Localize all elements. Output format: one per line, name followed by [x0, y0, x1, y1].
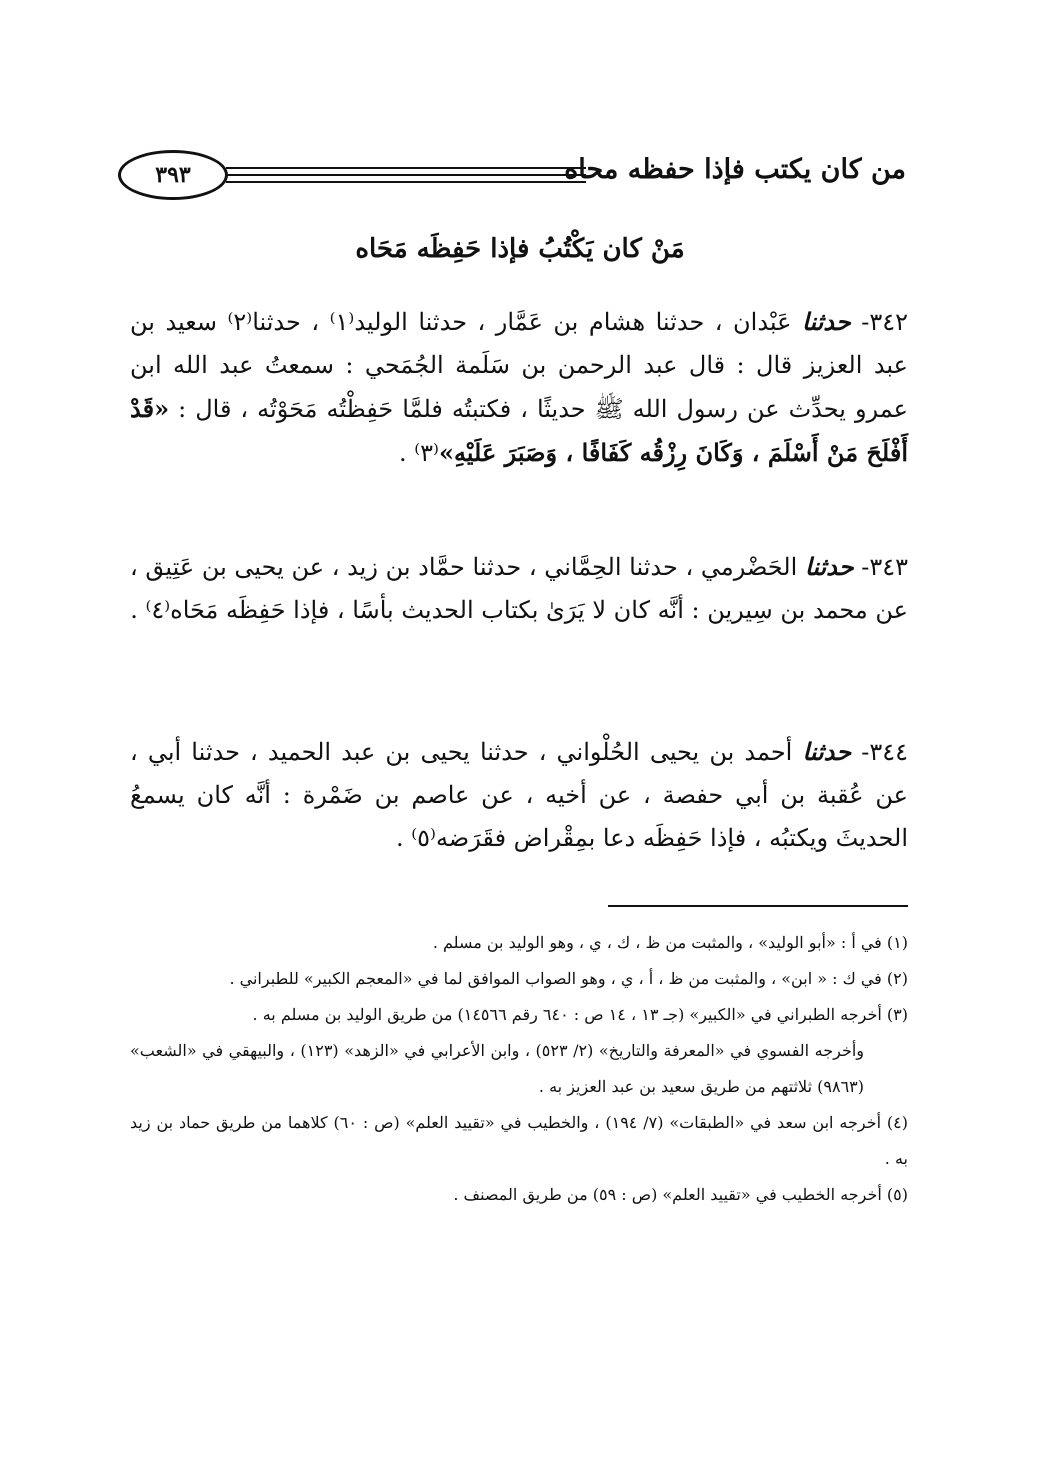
page-number-badge — [118, 150, 228, 200]
hadith-text: عَبْدان ، حدثنا هشام بن عَمَّار ، حدثنا الوليد⁽١⁾ ، حدثنا⁽٢⁾ سعيد بن عبد العزيز قال : قال عبد الرحمن بن سَلَمة الجُمَحي : سمعتُ عبد الله ابن عمرو يحدِّث عن رسول الله ﷺ حديثًا ، فكتبتُه فلمَّا حَفِظْتُه مَحَوْتُه ، قال : — [130, 308, 908, 423]
hadith-tail: ⁽٣⁾ . — [398, 439, 439, 467]
header-rule — [226, 181, 586, 183]
header-rule — [226, 167, 586, 169]
hadith-343 — [130, 545, 908, 632]
hadith-opener: حدثنا — [804, 552, 854, 581]
running-title: من كان يكتب فإذا حفظه محاه — [564, 154, 906, 185]
footnote: (٤) أخرجه ابن سعد في «الطبقات» (٧/ ١٩٤) ، والخطيب في «تقييد العلم» (ص : ٦٠) كلاهما من طريق حماد بن زيد به . — [130, 1113, 908, 1168]
footnotes — [130, 925, 908, 1213]
footnote: (٣) أخرجه الطبراني في «الكبير» (جـ ١٣ ، ١٤ ص : ٦٤٠ رقم ١٤٥٦٦) من طريق الوليد بن مسلم به . — [252, 1005, 908, 1024]
footnote: (١) في أ : «أبو الوليد» ، والمثبت من ظ ، ك ، ي ، وهو الوليد بن مسلم . — [432, 933, 908, 952]
hadith-paragraph — [130, 730, 908, 860]
hadith-number: ٣٤٣- — [861, 553, 908, 581]
header-rule — [226, 174, 586, 176]
hadith-opener: حدثنا — [802, 307, 851, 336]
hadith-number: ٣٤٤- — [861, 738, 908, 766]
chapter-title: مَنْ كان يَكْتُبُ فإذا حَفِظَه مَحَاه — [355, 234, 685, 264]
footnote-separator — [608, 905, 908, 907]
hadith-text: أحمد بن يحيى الحُلْواني ، حدثنا يحيى بن عبد الحميد ، حدثنا أبي ، عن عُقبة بن أبي حفصة ، عن أخيه ، عن عاصم بن ضَمْرة : أنَّه كان يسمعُ الحديثَ ويكتبُه ، فإذا حَفِظَه دعا بمِقْراض فقَرَضه⁽٥⁾ . — [130, 738, 908, 852]
running-header — [118, 150, 906, 208]
footnote-continuation: وأخرجه الفسوي في «المعرفة والتاريخ» (٢/ ٥٢٣) ، وابن الأعرابي في «الزهد» (١٢٣) ، والبيهقي في «الشعب» (٩٨٦٣) ثلاثتهم من طريق سعيد بن عبد العزيز به . — [130, 1041, 865, 1096]
hadith-342 — [130, 300, 908, 475]
hadith-paragraph — [130, 300, 908, 475]
hadith-opener: حدثنا — [802, 737, 852, 766]
hadith-paragraph — [130, 545, 908, 632]
hadith-number: ٣٤٢- — [861, 308, 908, 336]
hadith-text: الحَضْرمي ، حدثنا الحِمَّاني ، حدثنا حمَّاد بن زيد ، عن يحيى بن عَتِيق ، عن محمد بن سِيرين : أنَّه كان لا يَرَىٰ بكتاب الحديث بأسًا ، فإذا حَفِظَه مَحَاه⁽٤⁾ . — [130, 553, 908, 624]
page-number: ٣٩٣ — [155, 162, 191, 188]
footnote: (٢) في ك : « ابن» ، والمثبت من ظ ، أ ، ي ، وهو الصواب الموافق لما في «المعجم الكبير» للطبراني . — [229, 969, 908, 988]
hadith-344 — [130, 730, 908, 860]
footnote: (٥) أخرجه الخطيب في «تقييد العلم» (ص : ٥٩) من طريق المصنف . — [453, 1185, 908, 1204]
prophetic-quote: «قَدْ أَفْلَحَ مَنْ أَسْلَمَ ، وَكَانَ رِزْقُه كَفَافًا ، وَصَبَرَ عَلَيْهِ» — [130, 394, 908, 467]
